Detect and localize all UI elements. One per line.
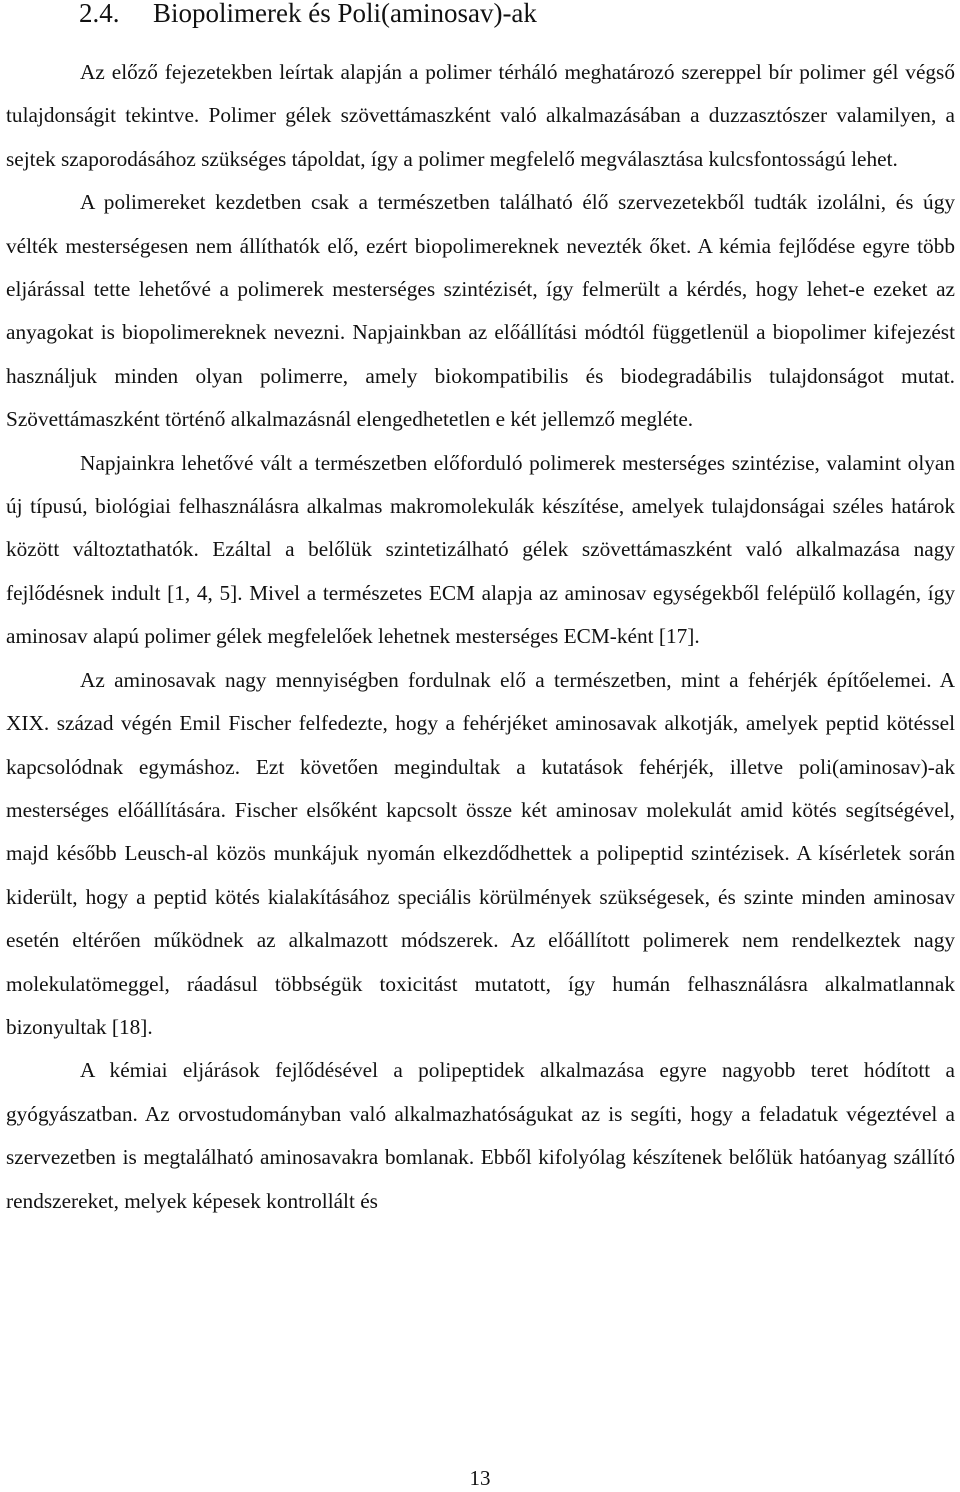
paragraph: A polimereket kezdetben csak a természetben található élő szervezetekből tudták izolálni, és úgy vélték mesterségesen nem állíthatók elő, ezért biopolimereknek nevezték őket. A kémia fejlődése egyre több eljárással tette lehetővé a polimerek mesterséges szintézisét, így felmerült a kérdés, hogy lehet-e ezeket az anyagokat is biopolimereknek nevezni. Napjainkban az előállítási módtól függetlenül a biopolimer kifejezést használjuk minden olyan polimerre, amely biokompatibilis és biodegradábilis tulajdonságot mutat. Szövettámaszként történő alkalmazásnál elengedhetetlen e két jellemző megléte. xyxy=(6,190,955,432)
section-title: Biopolimerek és Poli(aminosav)-ak xyxy=(153,0,537,28)
body-text xyxy=(6,51,955,1223)
paragraph: Az előző fejezetekben leírtak alapján a polimer térháló meghatározó szereppel bír polimer gél végső tulajdonságit tekintve. Polimer gélek szövettámaszként való alkalmazásában a duzzasztószer valamilyen, a sejtek szaporodásához szükséges tápoldat, így a polimer megfelelő megválasztása kulcsfontosságú lehet. xyxy=(6,60,955,171)
section-number: 2.4. xyxy=(79,0,120,28)
page-number: 13 xyxy=(469,1466,491,1490)
paragraph: A kémiai eljárások fejlődésével a polipeptidek alkalmazása egyre nagyobb teret hódított a gyógyászatban. Az orvostudományban való alkalmazhatóságukat az is segíti, hogy a feladatuk végeztével a szervezetben is megtalálható aminosavakra bomlanak. Ebből kifolyólag készítenek belőlük hatóanyag szállító rendszereket, melyek képesek kontrollált és xyxy=(6,1058,955,1213)
section-heading xyxy=(79,0,537,29)
paragraph: Napjainkra lehetővé vált a természetben előforduló polimerek mesterséges szintézise, valamint olyan új típusú, biológiai felhasználásra alkalmas makromolekulák készítése, amelyek tulajdonságai széles határok között változtathatók. Ezáltal a belőlük szintetizálható gélek szövettámaszként való alkalmazása nagy fejlődésnek indult [1, 4, 5]. Mivel a természetes ECM alapja az aminosav egységekből felépülő kollagén, így aminosav alapú polimer gélek megfelelőek lehetnek mesterséges ECM-ként [17]. xyxy=(6,450,955,649)
paragraph: Az aminosavak nagy mennyiségben fordulnak elő a természetben, mint a fehérjék építőelemei. A XIX. század végén Emil Fischer felfedezte, hogy a fehérjéket aminosavak alkotják, amelyek peptid kötéssel kapcsolódnak egymáshoz. Ezt követően megindultak a kutatások fehérjék, illetve poli(aminosav)-ak mesterséges előállítására. Fischer elsőként kapcsolt össze két aminosav molekulát amid kötés segítségével, majd később Leusch-al közös munkájuk nyomán elkezdődhettek a polipeptid szintézisek. A kísérletek során kiderült, hogy a peptid kötés kialakításához speciális körülmények szükségesek, és szinte minden aminosav esetén eltérően működnek az alkalmazott módszerek. Az előállított polimerek nem rendelkeztek nagy molekulatömeggel, ráadásul többségük toxicitást mutatott, így humán felhasználásra alkalmatlannak bizonyultak [18]. xyxy=(6,667,955,1039)
